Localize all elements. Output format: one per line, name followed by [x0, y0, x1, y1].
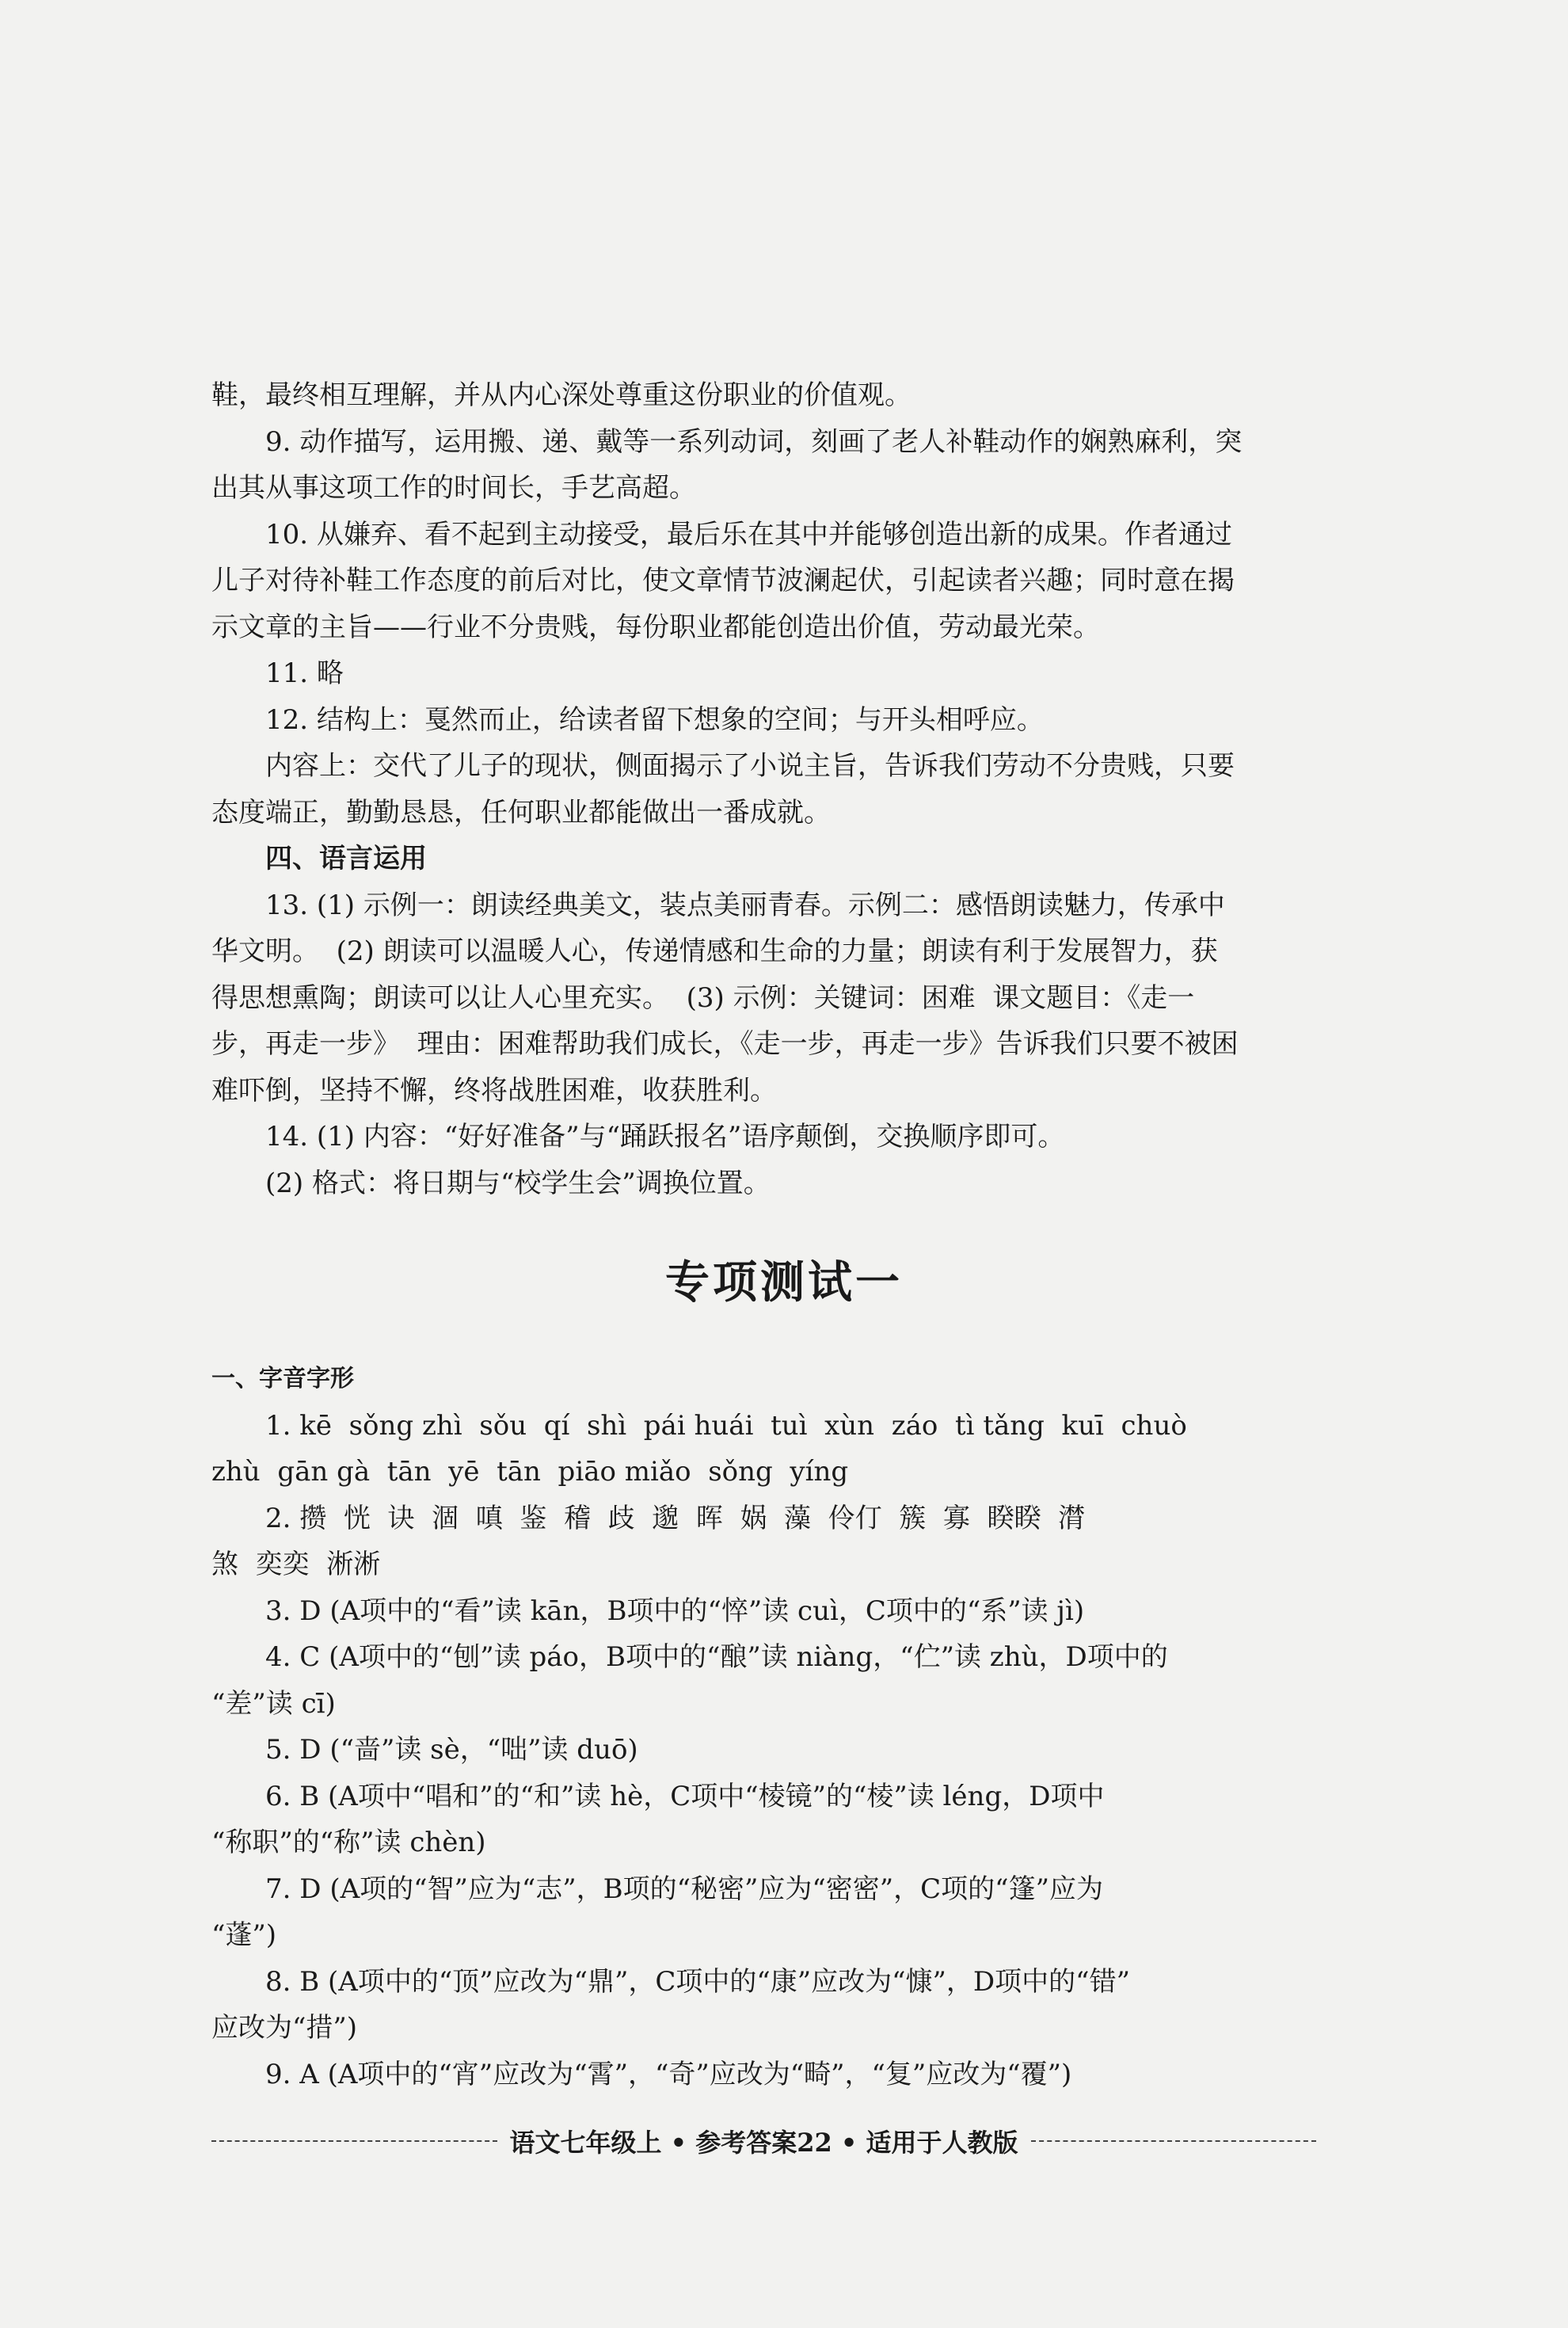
text-line: 煞 奕奕 淅淅: [211, 1549, 381, 1580]
answers-section-top: [211, 372, 1316, 1206]
text-line: 6. B (A项中“唱和”的“和”读 hè，C项中“棱镜”的“棱”读 léng，D项中: [265, 1780, 1105, 1812]
text-line: 华文明。 (2) 朗读可以温暖人心，传递情感和生命的力量；朗读有利于发展智力，获: [211, 935, 1218, 967]
text-line: 鞋，最终相互理解，并从内心深处尊重这份职业的价值观。: [211, 379, 911, 411]
text-line: 内容上：交代了儿子的现状，侧面揭示了小说主旨，告诉我们劳动不分贵贱，只要: [265, 750, 1235, 782]
text-line: “蓬”): [211, 1919, 277, 1951]
text-line: 8. B (A项中的“顶”应改为“鼎”，C项中的“康”应改为“慷”，D项中的“错”: [265, 1965, 1130, 1998]
text-line: 13. (1) 示例一：朗读经典美文，装点美丽青春。示例二：感悟朗读魅力，传承中: [265, 889, 1225, 921]
text-line: 难吓倒，坚持不懈，终将战胜困难，收获胜利。: [211, 1074, 777, 1107]
text-line: 5. D (“啬”读 sè，“咄”读 duō): [265, 1734, 638, 1766]
text-line: 14. (1) 内容：“好好准备”与“踊跃报名”语序颠倒，交换顺序即可。: [265, 1121, 1065, 1153]
text-line: 12. 结构上：戛然而止，给读者留下想象的空间；与开头相呼应。: [265, 703, 1044, 736]
text-line: 9. 动作描写，运用搬、递、戴等一系列动词，刻画了老人补鞋动作的娴熟麻利，突: [265, 425, 1243, 458]
footer-text: 语文七年级上 • 参考答案22 • 适用于人教版: [509, 2128, 1018, 2158]
text-line: 2. 攒 恍 诀 涸 嗔 鉴 稽 歧 邈 晖 娲 藻 伶仃 簇 寡 睽睽 潸: [265, 1502, 1086, 1534]
text-line: 3. D (A项中的“看”读 kān，B项中的“悴”读 cuì，C项中的“系”读 jì): [265, 1595, 1085, 1627]
text-line: 态度端正，勤勤恳恳，任何职业都能做出一番成就。: [211, 796, 831, 829]
text-line: 4. C (A项中的“刨”读 páo，B项中的“酿”读 niàng，“伫”读 zhù，D项中的: [265, 1641, 1168, 1673]
text-line: 儿子对待补鞋工作态度的前后对比，使文章情节波澜起伏，引起读者兴趣；同时意在揭: [211, 565, 1235, 596]
text-line: (2) 格式：将日期与“校学生会”调换位置。: [265, 1167, 771, 1199]
text-line: 得思想熏陶；朗读可以让人心里充实。 (3) 示例：关键词：困难 课文题目：《走一: [211, 981, 1195, 1014]
text-line: 9. A (A项中的“宵”应改为“霄”，“奇”应改为“畸”，“复”应改为“覆”): [265, 2058, 1072, 2090]
text-line: 示文章的主旨——行业不分贵贱，每份职业都能创造出价值，劳动最光荣。: [211, 611, 1100, 643]
answers-section-bottom: [211, 1356, 1316, 2097]
text-line: zhù gān gà tān yē tān piāo miǎo sǒng yíng: [211, 1456, 849, 1488]
page-footer: [211, 2123, 1316, 2159]
text-line: “称职”的“称”读 chèn): [211, 1827, 486, 1858]
page-title: 专项测试一: [665, 1257, 903, 1309]
footer-divider-left: [211, 2140, 497, 2142]
section-heading: 四、语言运用: [265, 843, 427, 874]
text-line: 10. 从嫌弃、看不起到主动接受，最后乐在其中并能够创造出新的成果。作者通过: [265, 518, 1232, 551]
text-line: 出其从事这项工作的时间长，手艺高超。: [211, 472, 696, 504]
text-line: 步，再走一步》 理由：困难帮助我们成长，《走一步，再走一步》告诉我们只要不被困: [211, 1028, 1239, 1060]
text-line: 应改为“措”): [211, 2012, 358, 2044]
text-line: 1. kē sǒng zhì sǒu qí shì pái huái tuì xùn záo tì tǎng kuī chuò: [265, 1409, 1187, 1442]
text-line: 7. D (A项的“智”应为“志”，B项的“秘密”应为“密密”，C项的“篷”应为: [265, 1873, 1103, 1905]
footer-divider-right: [1031, 2140, 1317, 2142]
section-heading: 一、字音字形: [211, 1365, 354, 1393]
text-line: “差”读 cī): [211, 1687, 336, 1720]
text-line: 11. 略: [265, 657, 344, 689]
